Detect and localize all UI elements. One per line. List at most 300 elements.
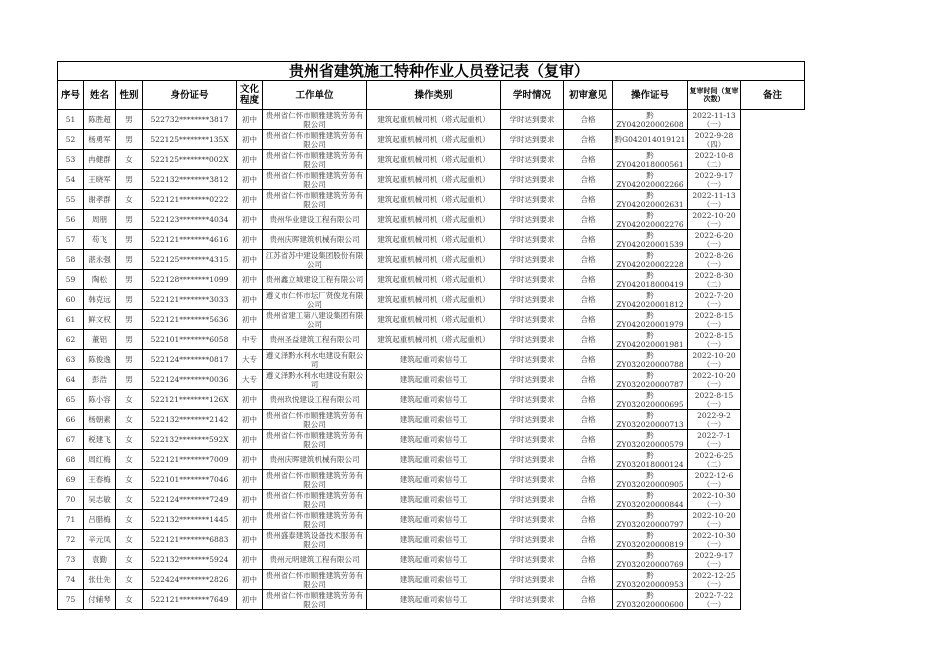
cell-seq: 68 [58, 450, 84, 470]
cell-id-number: 522132********592X [143, 430, 237, 450]
cell-review-date: 2022-11-13（一） [688, 190, 741, 210]
cell-gender: 男 [116, 130, 143, 150]
cell-seq: 73 [58, 550, 84, 570]
registration-table [57, 61, 805, 610]
cell-initial-review: 合格 [564, 430, 613, 450]
cell-work-unit: 贵州华业建设工程有限公司 [263, 210, 367, 230]
table-row [58, 370, 805, 390]
cell-certificate-number: 黔ZY032020000579 [613, 430, 688, 450]
cell-id-number: 522121********7649 [143, 590, 237, 610]
cell-remarks [741, 370, 805, 390]
cell-initial-review: 合格 [564, 470, 613, 490]
cell-review-date: 2022-11-13（一） [688, 110, 741, 130]
cell-initial-review: 合格 [564, 130, 613, 150]
cell-name: 陈胜超 [84, 110, 116, 130]
table-row [58, 150, 805, 170]
cell-work-unit: 贵州鑫立城建设工程有限公司 [263, 270, 367, 290]
cell-remarks [741, 210, 805, 230]
cell-id-number: 522121********0222 [143, 190, 237, 210]
cell-gender: 男 [116, 370, 143, 390]
cell-initial-review: 合格 [564, 490, 613, 510]
cell-remarks [741, 570, 805, 590]
cell-name: 鲜文权 [84, 310, 116, 330]
cell-name: 税建飞 [84, 430, 116, 450]
cell-study-hours: 学时达到要求 [501, 330, 564, 350]
cell-remarks [741, 110, 805, 130]
cell-id-number: 522124********7249 [143, 490, 237, 510]
cell-certificate-number: 黔ZY032020000953 [613, 570, 688, 590]
cell-name: 辛元凤 [84, 530, 116, 550]
cell-study-hours: 学时达到要求 [501, 550, 564, 570]
table-row [58, 590, 805, 610]
header-remarks: 备注 [741, 81, 805, 110]
cell-name: 周红梅 [84, 450, 116, 470]
cell-initial-review: 合格 [564, 530, 613, 550]
cell-gender: 女 [116, 410, 143, 430]
cell-operation-category: 建筑起重司索信号工 [367, 530, 501, 550]
cell-gender: 男 [116, 350, 143, 370]
cell-gender: 女 [116, 450, 143, 470]
cell-operation-category: 建筑起重司索信号工 [367, 370, 501, 390]
cell-study-hours: 学时达到要求 [501, 510, 564, 530]
table-row [58, 470, 805, 490]
cell-education: 初中 [237, 530, 263, 550]
cell-study-hours: 学时达到要求 [501, 410, 564, 430]
cell-seq: 66 [58, 410, 84, 430]
cell-name: 谢孝群 [84, 190, 116, 210]
cell-id-number: 522123********4034 [143, 210, 237, 230]
cell-id-number: 522121********5636 [143, 310, 237, 330]
table-row [58, 210, 805, 230]
cell-review-date: 2022-9-28（四） [688, 130, 741, 150]
cell-work-unit: 贵州盛泰建筑设备技术服务有限公司 [263, 530, 367, 550]
cell-work-unit: 贵州省仁怀市顺雅建筑劳务有限公司 [263, 170, 367, 190]
cell-seq: 51 [58, 110, 84, 130]
cell-gender: 男 [116, 270, 143, 290]
cell-gender: 女 [116, 470, 143, 490]
cell-id-number: 522124********0817 [143, 350, 237, 370]
cell-seq: 54 [58, 170, 84, 190]
cell-education: 初中 [237, 270, 263, 290]
cell-remarks [741, 310, 805, 330]
cell-operation-category: 建筑起重机械司机（塔式起重机） [367, 290, 501, 310]
cell-certificate-number: 黔ZY042020002276 [613, 210, 688, 230]
cell-education: 初中 [237, 410, 263, 430]
cell-study-hours: 学时达到要求 [501, 570, 564, 590]
cell-name: 周朋 [84, 210, 116, 230]
cell-study-hours: 学时达到要求 [501, 170, 564, 190]
cell-study-hours: 学时达到要求 [501, 390, 564, 410]
table-row [58, 390, 805, 410]
cell-id-number: 522121********126X [143, 390, 237, 410]
cell-remarks [741, 150, 805, 170]
cell-work-unit: 贵州省仁怀市顺雅建筑劳务有限公司 [263, 190, 367, 210]
cell-gender: 女 [116, 390, 143, 410]
table-row [58, 530, 805, 550]
cell-education: 初中 [237, 110, 263, 130]
cell-name: 吴志敏 [84, 490, 116, 510]
cell-operation-category: 建筑起重机械司机（塔式起重机） [367, 310, 501, 330]
cell-operation-category: 建筑起重司索信号工 [367, 510, 501, 530]
cell-initial-review: 合格 [564, 390, 613, 410]
cell-review-date: 2022-7-22（一） [688, 590, 741, 610]
cell-initial-review: 合格 [564, 550, 613, 570]
cell-study-hours: 学时达到要求 [501, 250, 564, 270]
cell-remarks [741, 170, 805, 190]
cell-seq: 65 [58, 390, 84, 410]
cell-initial-review: 合格 [564, 170, 613, 190]
cell-study-hours: 学时达到要求 [501, 590, 564, 610]
cell-work-unit: 贵州省仁怀市顺雅建筑劳务有限公司 [263, 590, 367, 610]
cell-name: 杨勇军 [84, 130, 116, 150]
header-study-hours: 学时情况 [501, 81, 564, 110]
cell-certificate-number: 黔ZY032020000695 [613, 390, 688, 410]
cell-operation-category: 建筑起重机械司机（塔式起重机） [367, 150, 501, 170]
cell-name: 陈俊逸 [84, 350, 116, 370]
cell-certificate-number: 黔ZY032020000713 [613, 410, 688, 430]
cell-seq: 75 [58, 590, 84, 610]
cell-review-date: 2022-6-20（一） [688, 230, 741, 250]
cell-education: 初中 [237, 510, 263, 530]
cell-name: 王晓军 [84, 170, 116, 190]
cell-operation-category: 建筑起重机械司机（塔式起重机） [367, 250, 501, 270]
cell-work-unit: 贵州省建工第八建设集团有限公司 [263, 310, 367, 330]
cell-initial-review: 合格 [564, 350, 613, 370]
cell-review-date: 2022-10-20（一） [688, 210, 741, 230]
cell-certificate-number: 黔ZY042020002631 [613, 190, 688, 210]
cell-operation-category: 建筑起重司索信号工 [367, 470, 501, 490]
header-review-date: 复审时间（复审次数） [688, 81, 741, 110]
cell-name: 杨朝素 [84, 410, 116, 430]
cell-seq: 60 [58, 290, 84, 310]
cell-review-date: 2022-8-15（一） [688, 390, 741, 410]
cell-initial-review: 合格 [564, 190, 613, 210]
cell-initial-review: 合格 [564, 570, 613, 590]
cell-initial-review: 合格 [564, 450, 613, 470]
cell-initial-review: 合格 [564, 370, 613, 390]
cell-work-unit: 贵州庆晖建筑机械有限公司 [263, 230, 367, 250]
cell-education: 初中 [237, 590, 263, 610]
cell-education: 初中 [237, 250, 263, 270]
cell-review-date: 2022-7-20（一） [688, 290, 741, 310]
cell-name: 韩克远 [84, 290, 116, 310]
cell-gender: 男 [116, 290, 143, 310]
cell-name: 董铝 [84, 330, 116, 350]
cell-id-number: 522424********2826 [143, 570, 237, 590]
cell-remarks [741, 430, 805, 450]
cell-id-number: 522121********6883 [143, 530, 237, 550]
cell-remarks [741, 230, 805, 250]
cell-review-date: 2022-10-20（一） [688, 370, 741, 390]
header-operation-category: 操作类别 [367, 81, 501, 110]
cell-operation-category: 建筑起重司索信号工 [367, 590, 501, 610]
cell-operation-category: 建筑起重司索信号工 [367, 450, 501, 470]
header-initial-review: 初审意见 [564, 81, 613, 110]
cell-review-date: 2022-9-2（一） [688, 410, 741, 430]
cell-name: 付辅琴 [84, 590, 116, 610]
cell-certificate-number: 黔ZY042020001539 [613, 230, 688, 250]
cell-education: 初中 [237, 450, 263, 470]
cell-gender: 男 [116, 310, 143, 330]
cell-education: 初中 [237, 490, 263, 510]
cell-name: 袁勤 [84, 550, 116, 570]
cell-seq: 72 [58, 530, 84, 550]
cell-remarks [741, 510, 805, 530]
header-work-unit: 工作单位 [263, 81, 367, 110]
cell-id-number: 522124********0036 [143, 370, 237, 390]
cell-work-unit: 贵州省仁怀市顺雅建筑劳务有限公司 [263, 570, 367, 590]
cell-id-number: 522132********1445 [143, 510, 237, 530]
cell-operation-category: 建筑起重司索信号工 [367, 550, 501, 570]
cell-seq: 59 [58, 270, 84, 290]
cell-initial-review: 合格 [564, 230, 613, 250]
cell-seq: 62 [58, 330, 84, 350]
cell-seq: 55 [58, 190, 84, 210]
cell-study-hours: 学时达到要求 [501, 490, 564, 510]
cell-review-date: 2022-8-15（一） [688, 310, 741, 330]
cell-education: 初中 [237, 170, 263, 190]
cell-remarks [741, 490, 805, 510]
table-row [58, 410, 805, 430]
cell-certificate-number: 黔ZY032020000905 [613, 470, 688, 490]
cell-review-date: 2022-9-17（一） [688, 550, 741, 570]
cell-initial-review: 合格 [564, 590, 613, 610]
cell-id-number: 522121********3033 [143, 290, 237, 310]
cell-operation-category: 建筑起重机械司机（塔式起重机） [367, 190, 501, 210]
cell-education: 中专 [237, 330, 263, 350]
cell-work-unit: 贵州省仁怀市顺雅建筑劳务有限公司 [263, 150, 367, 170]
cell-review-date: 2022-9-17（一） [688, 170, 741, 190]
cell-name: 吕腊梅 [84, 510, 116, 530]
cell-operation-category: 建筑起重机械司机（塔式起重机） [367, 330, 501, 350]
cell-initial-review: 合格 [564, 210, 613, 230]
cell-gender: 女 [116, 150, 143, 170]
cell-id-number: 522128********1099 [143, 270, 237, 290]
cell-certificate-number: 黔ZY032020000819 [613, 530, 688, 550]
header-education: 文化程度 [237, 81, 263, 110]
cell-gender: 男 [116, 110, 143, 130]
cell-work-unit: 贵州省仁怀市顺雅建筑劳务有限公司 [263, 130, 367, 150]
cell-id-number: 522125********4315 [143, 250, 237, 270]
cell-education: 初中 [237, 150, 263, 170]
cell-operation-category: 建筑起重司索信号工 [367, 430, 501, 450]
cell-gender: 女 [116, 430, 143, 450]
cell-initial-review: 合格 [564, 410, 613, 430]
cell-gender: 男 [116, 210, 143, 230]
cell-study-hours: 学时达到要求 [501, 370, 564, 390]
cell-gender: 男 [116, 250, 143, 270]
cell-certificate-number: 黔ZY042018000561 [613, 150, 688, 170]
header-certificate-number: 操作证号 [613, 81, 688, 110]
cell-seq: 74 [58, 570, 84, 590]
cell-remarks [741, 330, 805, 350]
cell-operation-category: 建筑起重司索信号工 [367, 490, 501, 510]
cell-remarks [741, 590, 805, 610]
cell-seq: 57 [58, 230, 84, 250]
cell-work-unit: 遵义泽黔水利水电建设有限公司 [263, 370, 367, 390]
cell-seq: 64 [58, 370, 84, 390]
table-row [58, 350, 805, 370]
cell-study-hours: 学时达到要求 [501, 470, 564, 490]
cell-seq: 67 [58, 430, 84, 450]
cell-work-unit: 江苏省苏中建设集团股份有限公司 [263, 250, 367, 270]
cell-certificate-number: 黔ZY032020000844 [613, 490, 688, 510]
cell-study-hours: 学时达到要求 [501, 350, 564, 370]
cell-study-hours: 学时达到要求 [501, 270, 564, 290]
cell-gender: 男 [116, 170, 143, 190]
cell-operation-category: 建筑起重机械司机（塔式起重机） [367, 170, 501, 190]
cell-remarks [741, 530, 805, 550]
cell-study-hours: 学时达到要求 [501, 450, 564, 470]
table-row [58, 270, 805, 290]
cell-gender: 女 [116, 510, 143, 530]
cell-education: 初中 [237, 470, 263, 490]
cell-initial-review: 合格 [564, 250, 613, 270]
cell-education: 大专 [237, 370, 263, 390]
cell-work-unit: 遵义市仁怀市坛厂贤俊龙有限公司 [263, 290, 367, 310]
cell-work-unit: 贵州省仁怀市顺雅建筑劳务有限公司 [263, 110, 367, 130]
cell-name: 苟飞 [84, 230, 116, 250]
cell-certificate-number: 黔ZY042020001981 [613, 330, 688, 350]
cell-remarks [741, 410, 805, 430]
header-id-number: 身份证号 [143, 81, 237, 110]
cell-id-number: 522125********135X [143, 130, 237, 150]
cell-review-date: 2022-8-15（一） [688, 330, 741, 350]
cell-name: 陈小容 [84, 390, 116, 410]
cell-review-date: 2022-10-8（二） [688, 150, 741, 170]
cell-remarks [741, 290, 805, 310]
table-row [58, 130, 805, 150]
cell-work-unit: 贵州省仁怀市顺雅建筑劳务有限公司 [263, 430, 367, 450]
cell-certificate-number: 黔ZY042020001812 [613, 290, 688, 310]
cell-seq: 56 [58, 210, 84, 230]
cell-initial-review: 合格 [564, 310, 613, 330]
cell-review-date: 2022-7-1（一） [688, 430, 741, 450]
cell-id-number: 522132********3812 [143, 170, 237, 190]
cell-work-unit: 贵州省仁怀市顺雅建筑劳务有限公司 [263, 510, 367, 530]
cell-name: 陶松 [84, 270, 116, 290]
cell-id-number: 522101********7046 [143, 470, 237, 490]
table-row [58, 570, 805, 590]
table-row [58, 190, 805, 210]
cell-seq: 69 [58, 470, 84, 490]
cell-remarks [741, 130, 805, 150]
cell-operation-category: 建筑起重机械司机（塔式起重机） [367, 230, 501, 250]
cell-operation-category: 建筑起重司索信号工 [367, 570, 501, 590]
cell-remarks [741, 350, 805, 370]
cell-review-date: 2022-12-6（一） [688, 470, 741, 490]
cell-certificate-number: 黔ZY042018000419 [613, 270, 688, 290]
cell-gender: 女 [116, 490, 143, 510]
cell-education: 初中 [237, 290, 263, 310]
sheet-title: 贵州省建筑施工特种作业人员登记表（复审） [58, 62, 805, 81]
cell-review-date: 2022-10-30（一） [688, 530, 741, 550]
header-seq: 序号 [58, 81, 84, 110]
cell-seq: 53 [58, 150, 84, 170]
cell-id-number: 522121********4616 [143, 230, 237, 250]
table-row [58, 230, 805, 250]
cell-id-number: 522132********5924 [143, 550, 237, 570]
cell-initial-review: 合格 [564, 110, 613, 130]
cell-remarks [741, 550, 805, 570]
table-row [58, 450, 805, 470]
cell-work-unit: 贵州玖悦建设工程有限公司 [263, 390, 367, 410]
cell-study-hours: 学时达到要求 [501, 230, 564, 250]
cell-study-hours: 学时达到要求 [501, 430, 564, 450]
cell-name: 王春梅 [84, 470, 116, 490]
cell-certificate-number: 黔ZY032020000797 [613, 510, 688, 530]
cell-study-hours: 学时达到要求 [501, 110, 564, 130]
cell-study-hours: 学时达到要求 [501, 190, 564, 210]
cell-review-date: 2022-10-20（一） [688, 350, 741, 370]
header-gender: 性别 [116, 81, 143, 110]
cell-study-hours: 学时达到要求 [501, 310, 564, 330]
cell-work-unit: 遵义泽黔水利水电建设有限公司 [263, 350, 367, 370]
cell-education: 初中 [237, 310, 263, 330]
cell-gender: 女 [116, 190, 143, 210]
cell-education: 初中 [237, 190, 263, 210]
cell-education: 初中 [237, 570, 263, 590]
cell-id-number: 522125********002X [143, 150, 237, 170]
cell-certificate-number: 黔ZY032020000600 [613, 590, 688, 610]
cell-work-unit: 贵州省仁怀市顺雅建筑劳务有限公司 [263, 410, 367, 430]
cell-id-number: 522121********7009 [143, 450, 237, 470]
table-row [58, 430, 805, 450]
cell-seq: 61 [58, 310, 84, 330]
cell-work-unit: 贵州元明建筑工程有限公司 [263, 550, 367, 570]
table-row [58, 490, 805, 510]
cell-seq: 58 [58, 250, 84, 270]
cell-seq: 70 [58, 490, 84, 510]
cell-gender: 女 [116, 550, 143, 570]
cell-certificate-number: 黔ZY042020002228 [613, 250, 688, 270]
cell-remarks [741, 470, 805, 490]
cell-certificate-number: 黔ZY032020000787 [613, 370, 688, 390]
cell-education: 初中 [237, 430, 263, 450]
cell-operation-category: 建筑起重机械司机（塔式起重机） [367, 270, 501, 290]
cell-certificate-number: 黔ZY042020002608 [613, 110, 688, 130]
table-row [58, 330, 805, 350]
cell-remarks [741, 190, 805, 210]
cell-review-date: 2022-10-20（一） [688, 510, 741, 530]
cell-id-number: 522732********3817 [143, 110, 237, 130]
cell-initial-review: 合格 [564, 510, 613, 530]
table-row [58, 550, 805, 570]
cell-study-hours: 学时达到要求 [501, 130, 564, 150]
cell-education: 初中 [237, 210, 263, 230]
cell-initial-review: 合格 [564, 150, 613, 170]
table-row [58, 510, 805, 530]
cell-remarks [741, 390, 805, 410]
cell-education: 初中 [237, 550, 263, 570]
cell-remarks [741, 450, 805, 470]
cell-seq: 71 [58, 510, 84, 530]
cell-operation-category: 建筑起重机械司机（塔式起重机） [367, 110, 501, 130]
cell-seq: 52 [58, 130, 84, 150]
cell-remarks [741, 270, 805, 290]
table-row [58, 110, 805, 130]
table-row [58, 310, 805, 330]
cell-review-date: 2022-8-26（一） [688, 250, 741, 270]
cell-id-number: 522132********2142 [143, 410, 237, 430]
cell-gender: 女 [116, 530, 143, 550]
cell-remarks [741, 250, 805, 270]
cell-operation-category: 建筑起重机械司机（塔式起重机） [367, 210, 501, 230]
cell-review-date: 2022-10-30（一） [688, 490, 741, 510]
cell-review-date: 2022-6-25（二） [688, 450, 741, 470]
table-row [58, 250, 805, 270]
cell-work-unit: 贵州省仁怀市顺雅建筑劳务有限公司 [263, 470, 367, 490]
